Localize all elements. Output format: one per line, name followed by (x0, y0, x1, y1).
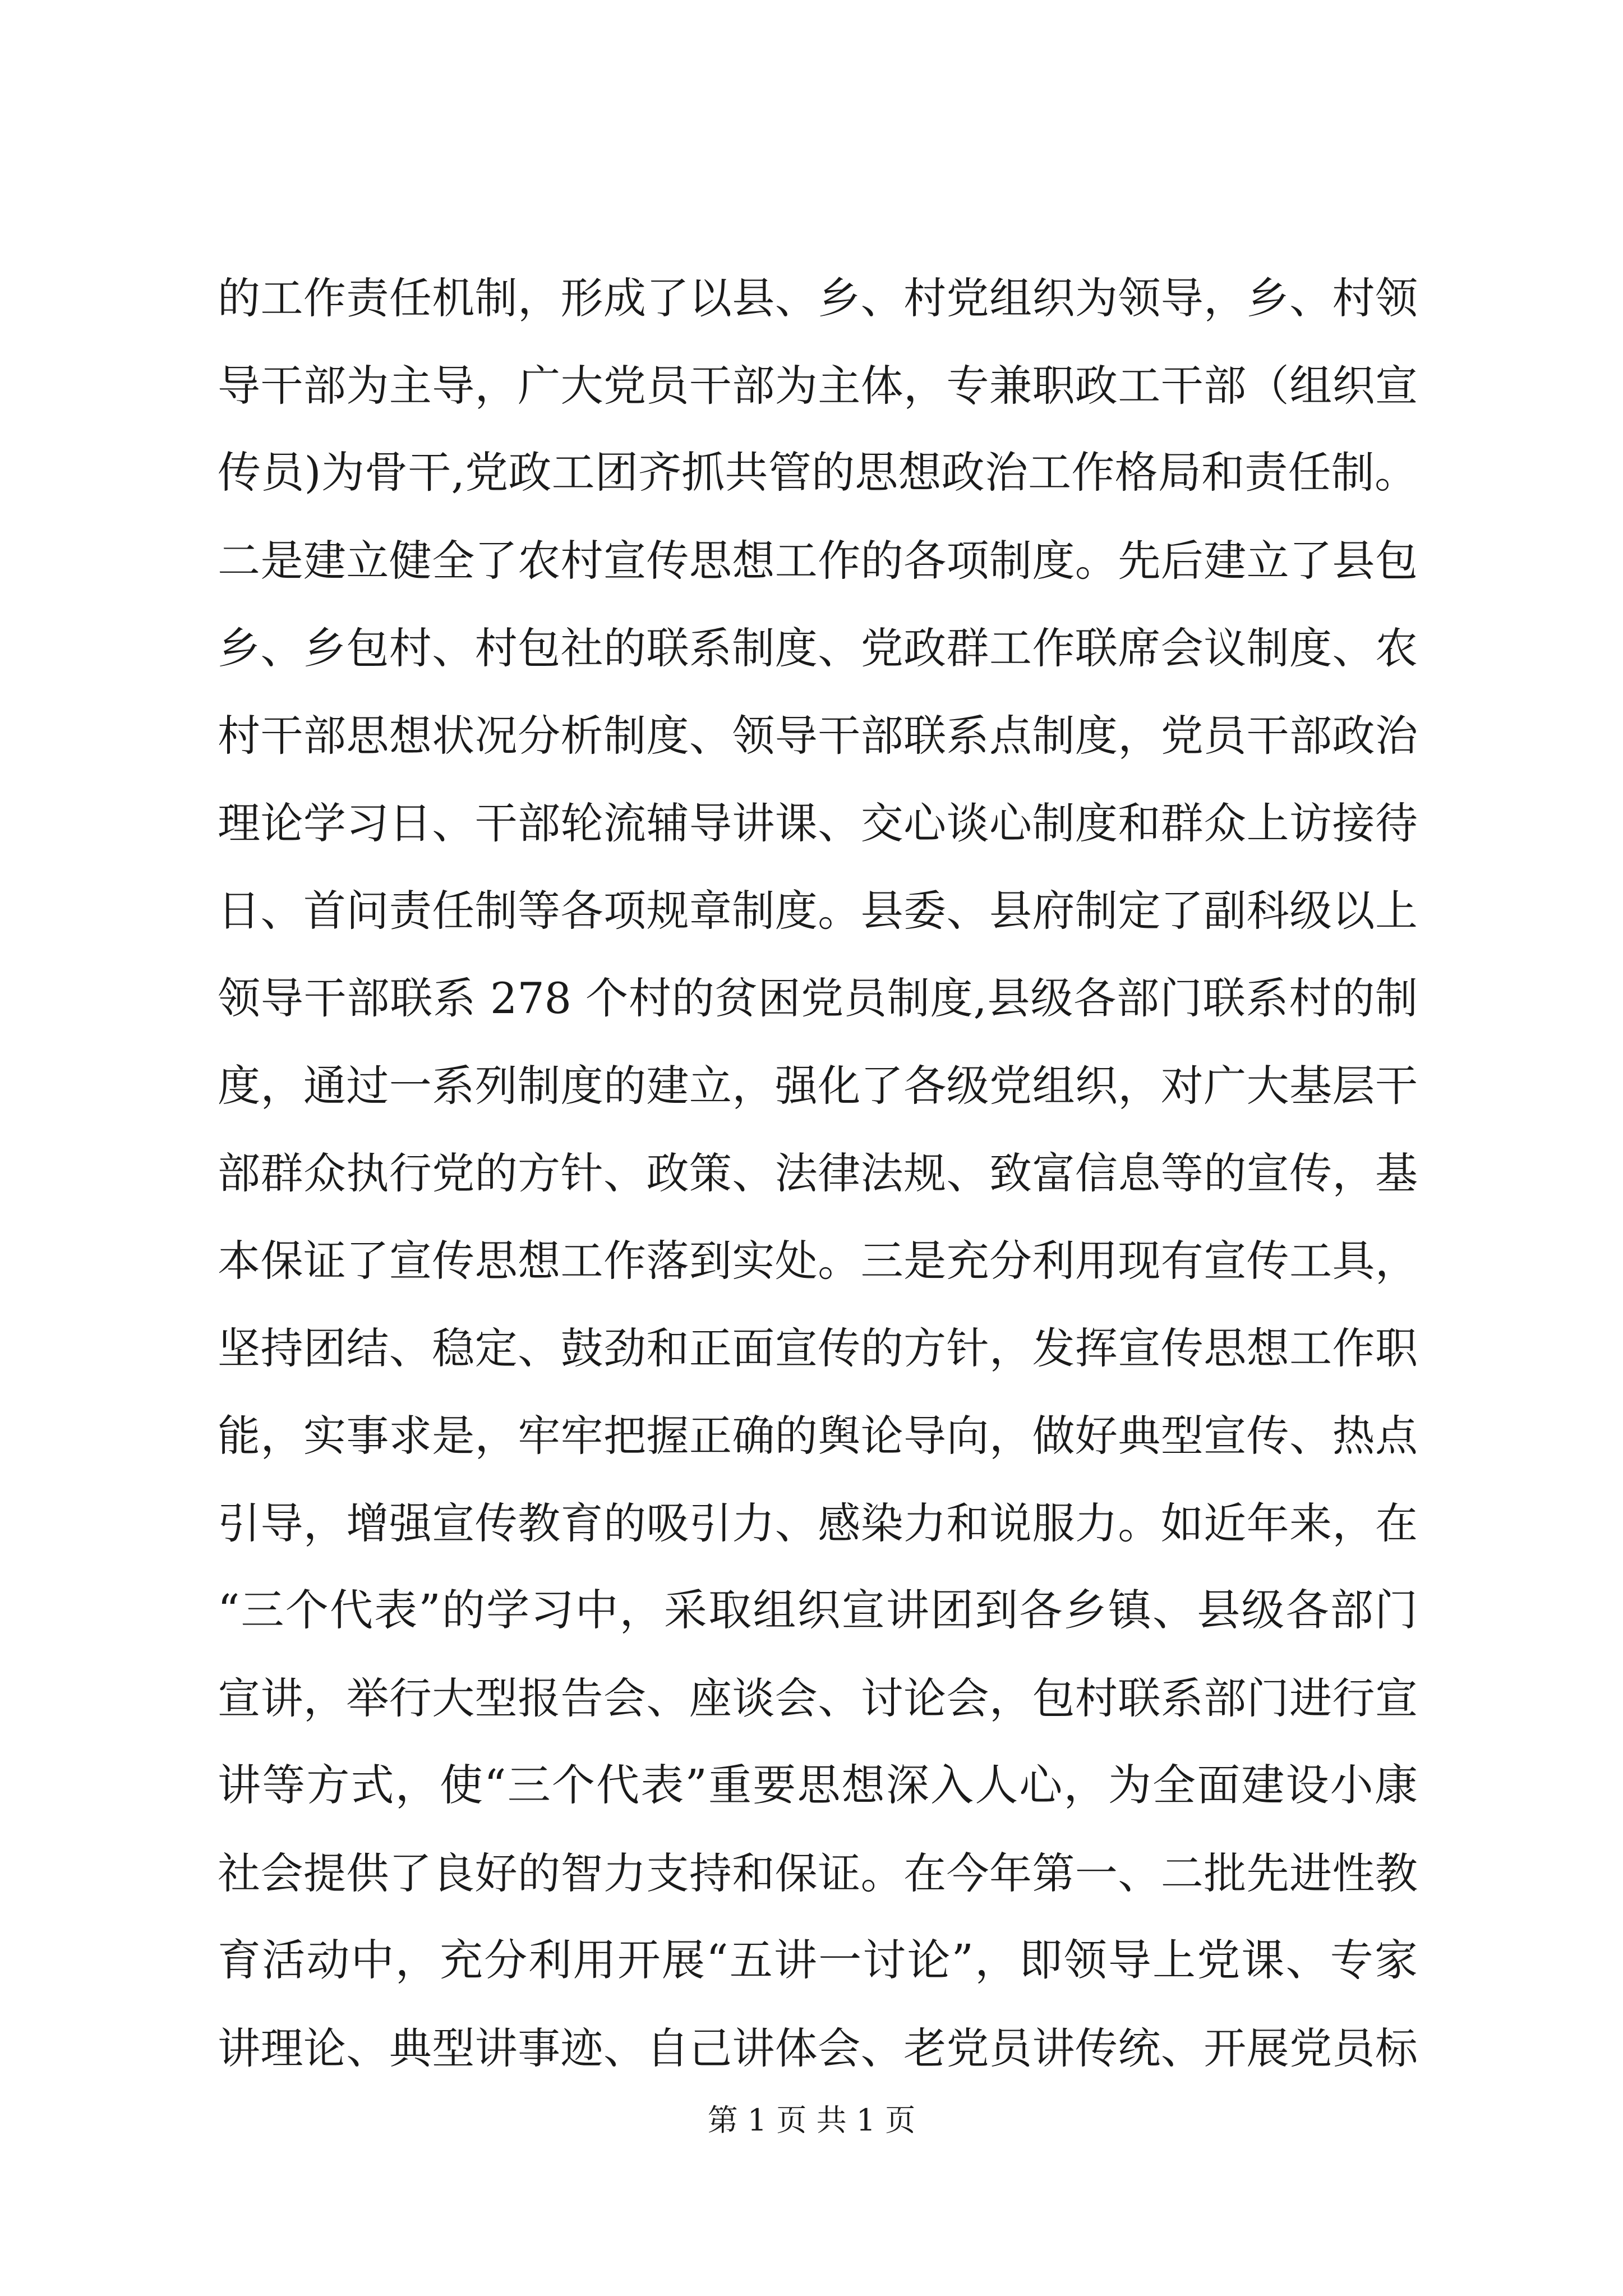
text-line: 宣讲，举行大型报告会、座谈会、讨论会，包村联系部门进行宣 (218, 1673, 1418, 1723)
text-line: 社会提供了良好的智力支持和保证。在今年第一、二批先进性教 (218, 1848, 1418, 1898)
text-line: 传员)为骨干,党政工团齐抓共管的思想政治工作格局和责任制。 (218, 448, 1418, 498)
body-text (218, 255, 1418, 2092)
text-line: “三个代表”的学习中，采取组织宣讲团到各乡镇、县级各部门 (218, 1586, 1418, 1636)
text-line: 导干部为主导，广大党员干部为主体，专兼职政工干部（组织宣 (218, 361, 1418, 411)
text-line: 二是建立健全了农村宣传思想工作的各项制度。先后建立了县包 (218, 536, 1418, 586)
text-line: 育活动中，充分利用开展“五讲一讨论”，即领导上党课、专家 (218, 1936, 1418, 1986)
text-line: 引导，增强宣传教育的吸引力、感染力和说服力。如近年来，在 (218, 1498, 1418, 1548)
text-line: 讲理论、典型讲事迹、自己讲体会、老党员讲传统、开展党员标 (218, 2023, 1418, 2073)
text-line: 本保证了宣传思想工作落到实处。三是充分利用现有宣传工具， (218, 1236, 1418, 1286)
text-line: 领导干部联系 278 个村的贫困党员制度,县级各部门联系村的制 (218, 973, 1418, 1023)
text-line: 讲等方式，使“三个代表”重要思想深入人心，为全面建设小康 (218, 1761, 1418, 1811)
text-line: 乡、乡包村、村包社的联系制度、党政群工作联席会议制度、农 (218, 623, 1418, 673)
text-line: 坚持团结、稳定、鼓劲和正面宣传的方针，发挥宣传思想工作职 (218, 1323, 1418, 1373)
text-line: 理论学习日、干部轮流辅导讲课、交心谈心制度和群众上访接待 (218, 798, 1418, 848)
text-line: 日、首问责任制等各项规章制度。县委、县府制定了副科级以上 (218, 886, 1418, 936)
text-line: 能，实事求是，牢牢把握正确的舆论导向，做好典型宣传、热点 (218, 1411, 1418, 1461)
page-number-footer: 第 1 页 共 1 页 (707, 2102, 916, 2138)
text-line: 村干部思想状况分析制度、领导干部联系点制度，党员干部政治 (218, 711, 1418, 761)
text-line: 度，通过一系列制度的建立，强化了各级党组织，对广大基层干 (218, 1061, 1418, 1111)
text-line: 部群众执行党的方针、政策、法律法规、致富信息等的宣传，基 (218, 1148, 1418, 1198)
text-line: 的工作责任机制，形成了以县、乡、村党组织为领导，乡、村领 (218, 273, 1418, 323)
